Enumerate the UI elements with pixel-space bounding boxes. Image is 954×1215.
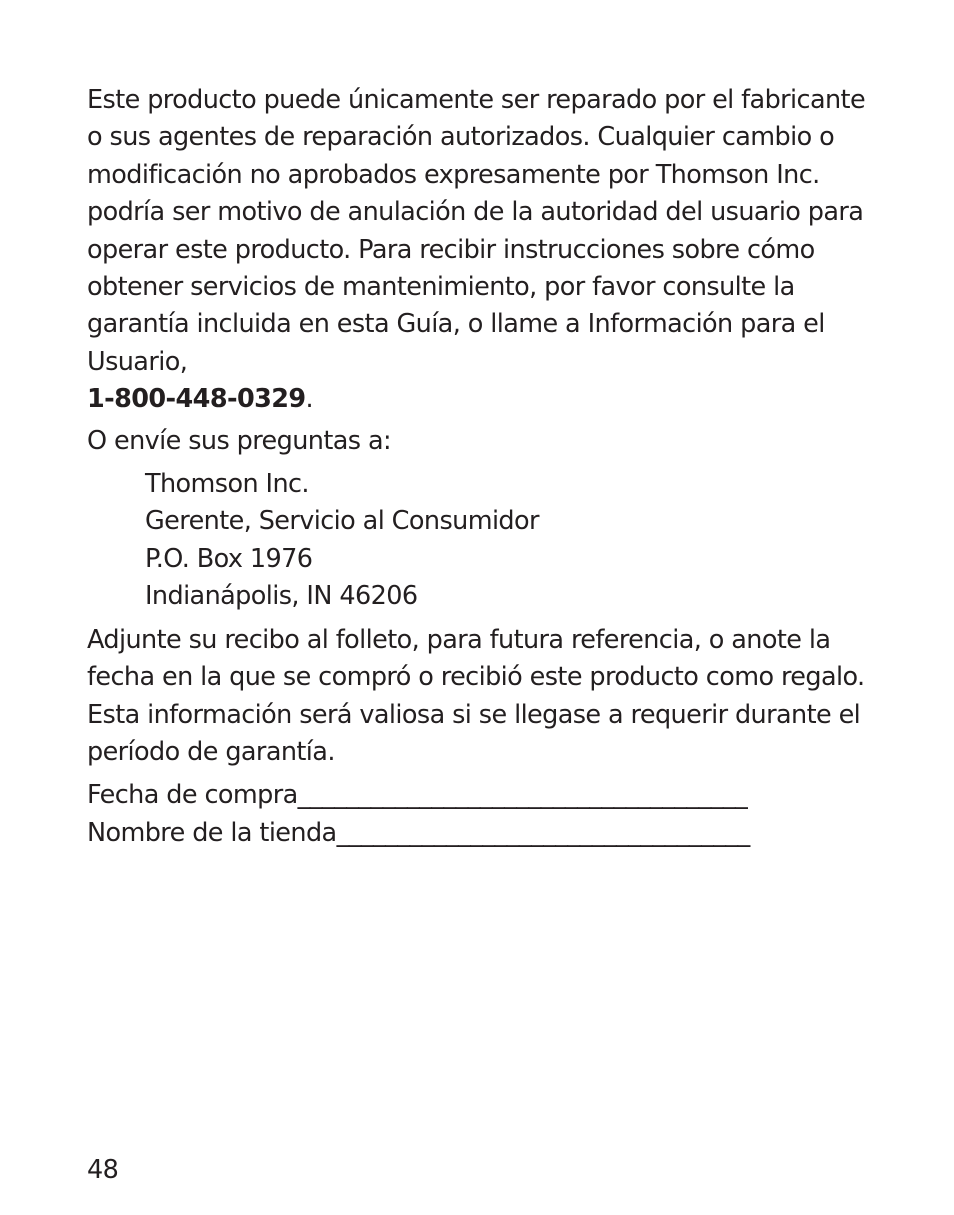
address-line-department: Gerente, Servicio al Consumidor (145, 506, 539, 537)
service-paragraph (87, 82, 877, 419)
mailing-address (145, 466, 877, 616)
service-text: Este producto puede únicamente ser reparado por el fabricante o sus agentes de reparación autorizados. Cualquier cambio o modificación no aprobados expresamente por Thomson Inc. podría ser motivo de anulación de la autoridad del usuario para operar este producto. Para recibir instrucciones sobre cómo obtener servicios de mantenimiento, por favor consulte la garantía incluida en esta Guía, o llame a Información para el Usuario, (87, 85, 866, 377)
address-line-city: Indianápolis, IN 46206 (145, 581, 418, 612)
address-line-po-box: P.O. Box 1976 (145, 543, 313, 574)
store-name-field: Nombre de la tienda__________________________________ (87, 817, 750, 848)
address-line-company: Thomson Inc. (145, 469, 309, 500)
phone-suffix: . (305, 384, 314, 415)
page-content (87, 82, 877, 852)
purchase-date-field: Fecha de compra_____________________________________ (87, 780, 748, 811)
send-questions-intro: O envíe sus preguntas a: (87, 425, 391, 456)
receipt-paragraph: Adjunte su recibo al folleto, para futura referencia, o anote la fecha en la que se compró o recibió este producto como regalo. Esta información será valiosa si se llegase a requerir durante el período de garantía. (87, 624, 865, 767)
page-number: 48 (87, 1155, 119, 1185)
phone-number: 1-800-448-0329 (87, 384, 306, 415)
